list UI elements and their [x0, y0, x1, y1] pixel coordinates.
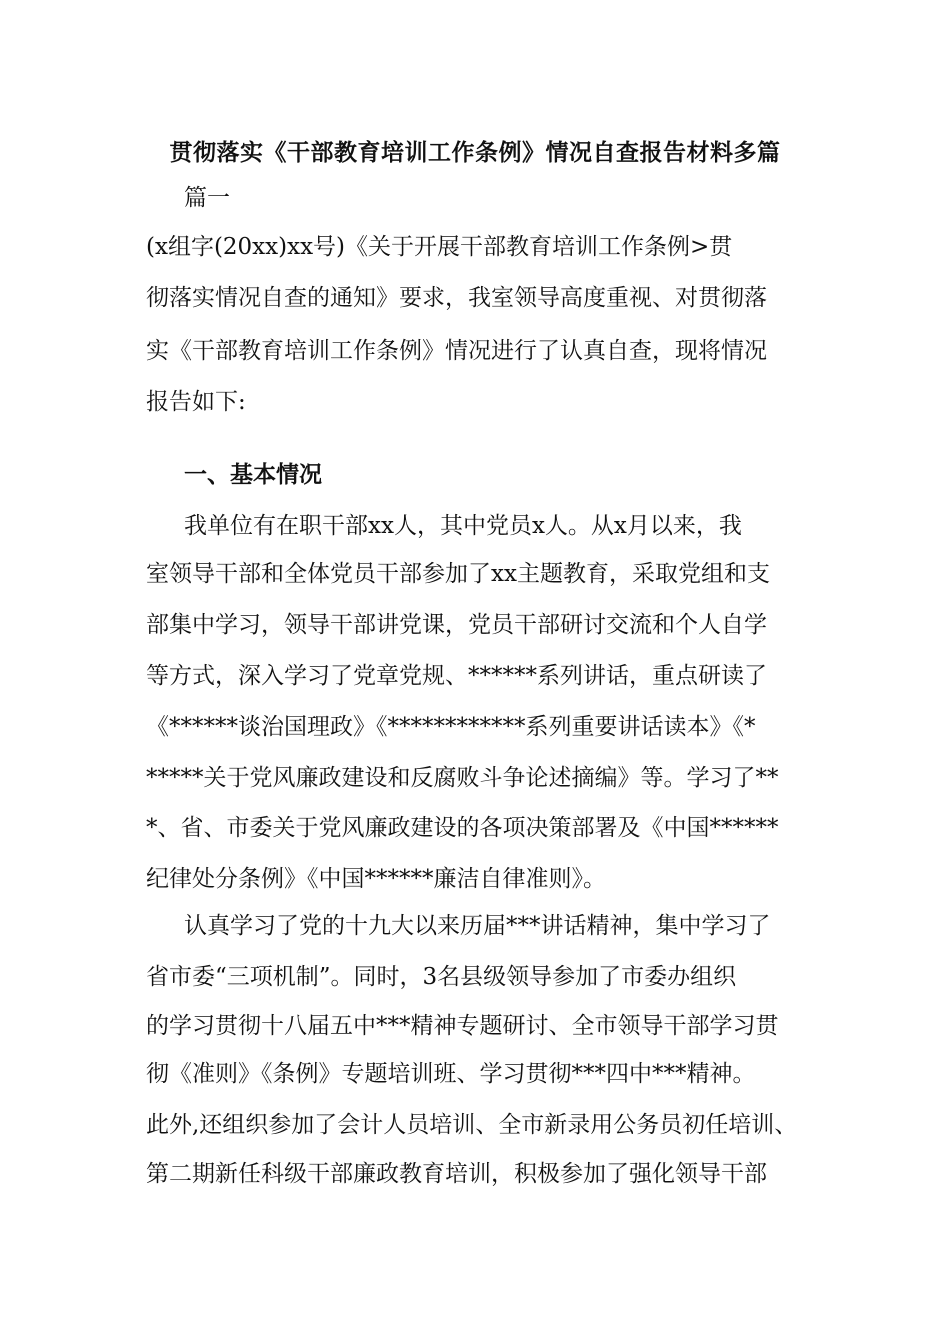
document-title: 贯彻落实《干部教育培训工作条例》情况自查报告材料多篇 [169, 139, 781, 166]
para1-line-5: 《******谈治国理政》《************系列重要讲话读本》《* [146, 714, 756, 740]
para2-line-3: 的学习贯彻十八届五中***精神专题研讨、全市领导干部学习贯 [146, 1013, 779, 1039]
para2-line-4: 彻《准则》《条例》专题培训班、学习贯彻***四中***精神。 [146, 1061, 756, 1087]
para2-line-6: 第二期新任科级干部廉政教育培训，积极参加了强化领导干部 [146, 1161, 767, 1187]
section-label: 篇一 [184, 185, 230, 211]
para1-line-6: *****关于党风廉政建设和反腐败斗争论述摘编》等。学习了** [146, 765, 779, 791]
section-heading-basic: 一、基本情况 [184, 461, 322, 488]
intro-line-3: 实《干部教育培训工作条例》情况进行了认真自查，现将情况 [146, 338, 767, 364]
para2-line-5: 此外,还组织参加了会计人员培训、全市新录用公务员初任培训、 [146, 1112, 798, 1138]
intro-line-1: (x组字(20xx)xx号)《关于开展干部教育培训工作条例>贯 [146, 234, 733, 260]
para2-line-1: 认真学习了党的十九大以来历届***讲话精神，集中学习了 [184, 913, 771, 939]
para1-line-8: 纪律处分条例》《中国******廉洁自律准则》。 [146, 866, 606, 892]
para1-line-4: 等方式，深入学习了党章党规、******系列讲话，重点研读了 [146, 663, 767, 689]
para1-line-3: 部集中学习，领导干部讲党课，党员干部研讨交流和个人自学 [146, 612, 767, 638]
para1-line-7: *、省、市委关于党风廉政建设的各项决策部署及《中国****** [146, 815, 779, 841]
para2-line-2: 省市委“三项机制”。同时，3名县级领导参加了市委办组织 [146, 964, 737, 990]
intro-line-2: 彻落实情况自查的通知》要求，我室领导高度重视、对贯彻落 [146, 285, 767, 311]
para1-line-1: 我单位有在职干部xx人，其中党员x人。从x月以来，我 [184, 513, 742, 539]
intro-line-4: 报告如下: [146, 389, 246, 415]
para1-line-2: 室领导干部和全体党员干部参加了xx主题教育，采取党组和支 [146, 561, 770, 587]
